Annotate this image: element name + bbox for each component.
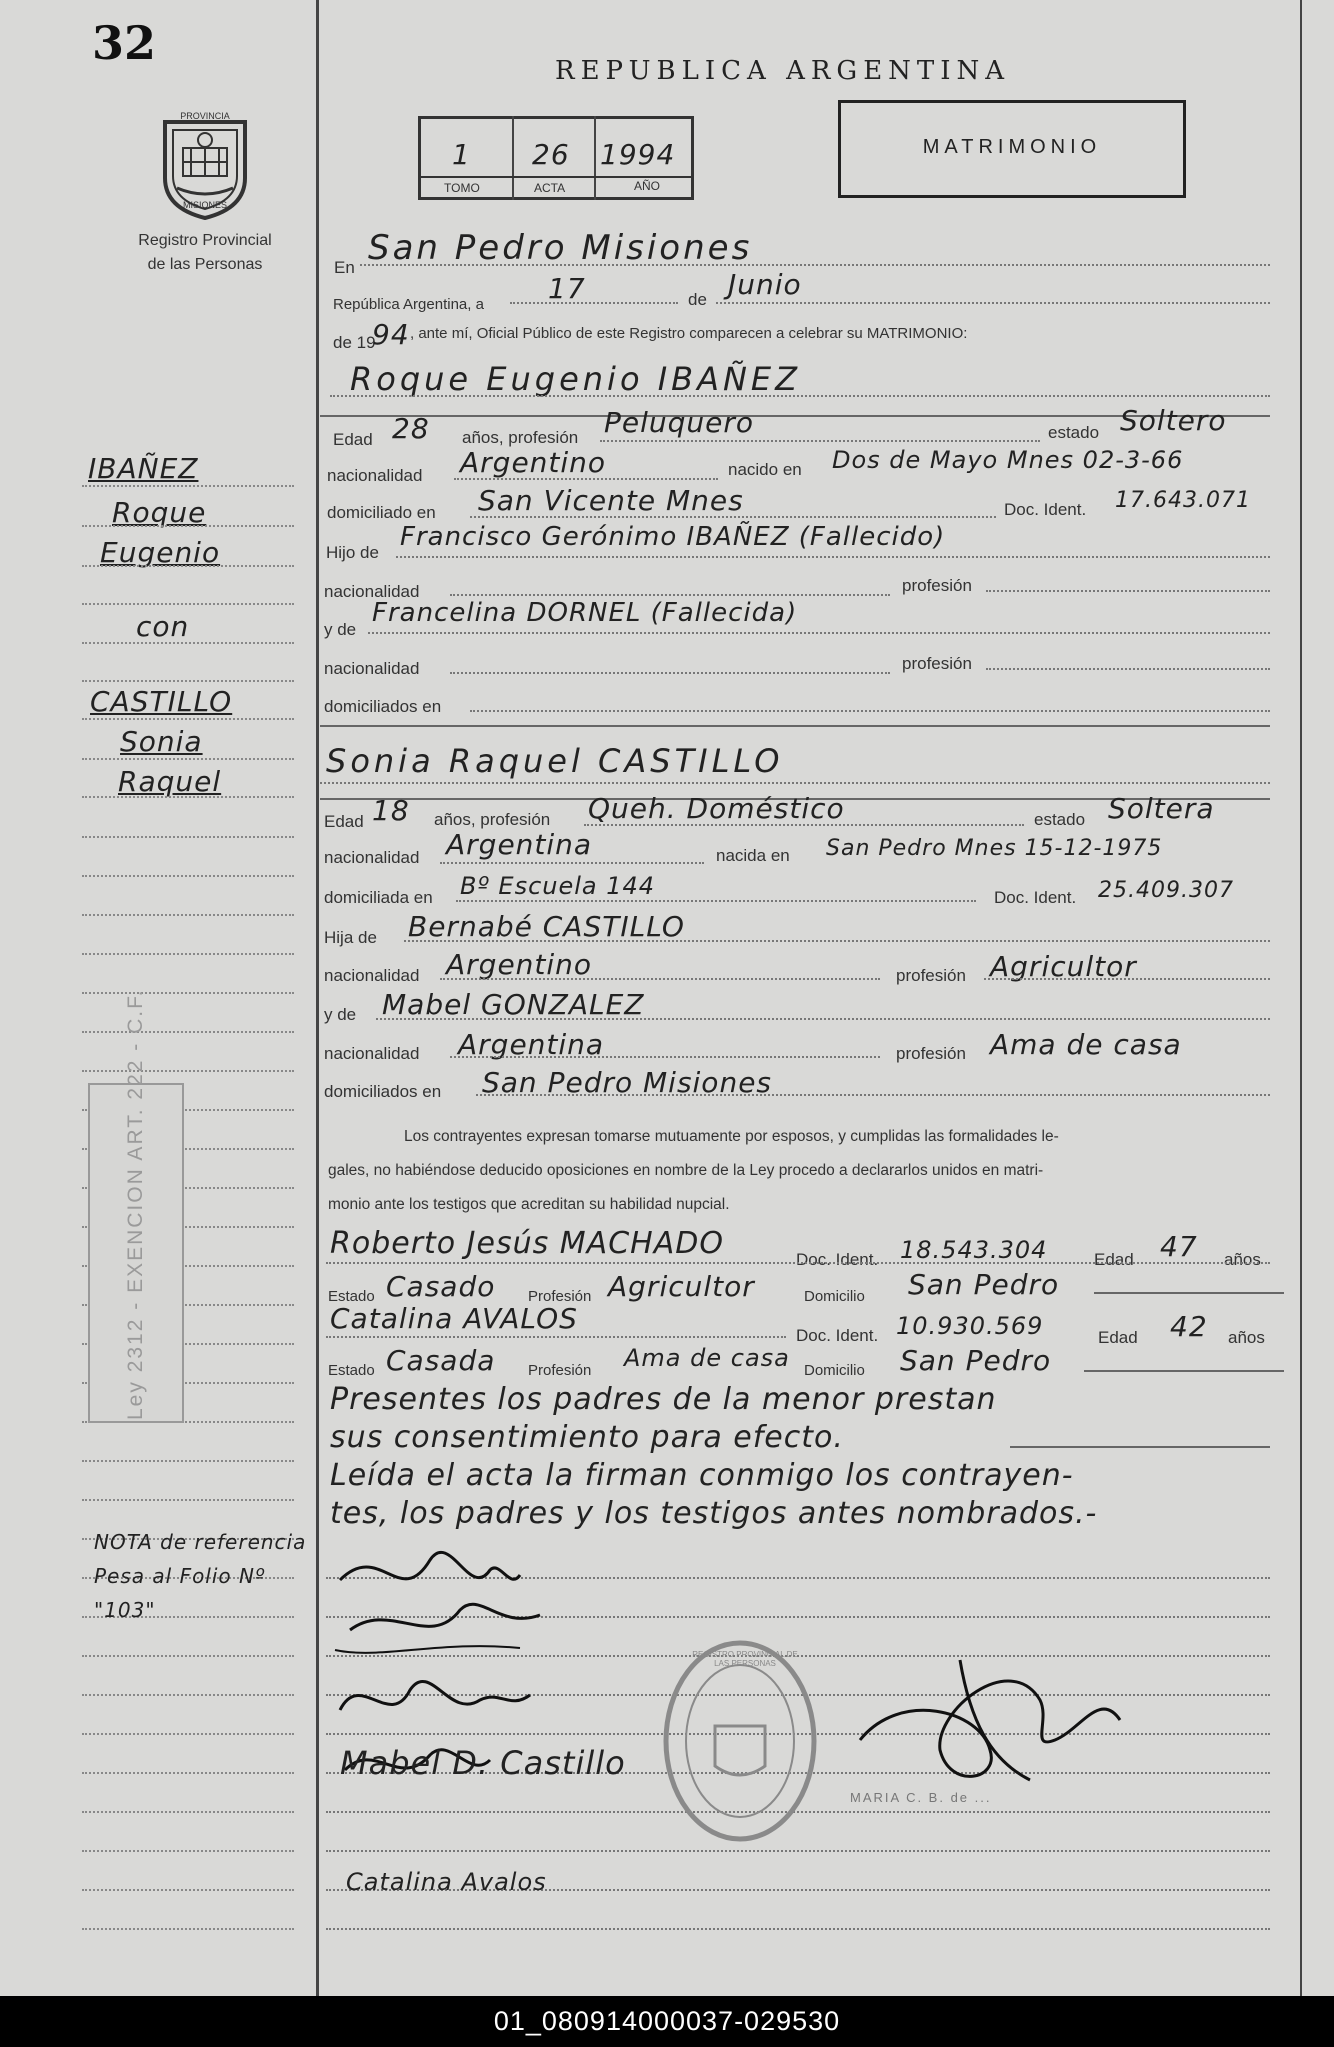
- margin-line: [82, 953, 294, 955]
- witness2-anos-label: años: [1228, 1328, 1265, 1347]
- margin-line: [82, 1889, 294, 1891]
- page-number: 32: [92, 16, 157, 70]
- witness1-name: Roberto Jesús MACHADO: [330, 1226, 724, 1261]
- bride-nat-label: nacionalidad: [324, 848, 420, 867]
- dotted-line: [470, 710, 1270, 712]
- registry-line-2: de las Personas: [147, 256, 263, 273]
- acta-label: ACTA: [534, 181, 566, 195]
- dotted-line: [476, 1094, 1270, 1096]
- section-line: [320, 725, 1270, 727]
- republic-label: República Argentina, a: [333, 296, 484, 313]
- margin-divider: [316, 0, 319, 1996]
- dotted-line: [326, 1928, 1270, 1930]
- groom-nacido-label: nacido en: [728, 460, 802, 479]
- bride-parents-dom-label: domiciliados en: [324, 1082, 442, 1101]
- margin-groom-name-2: Eugenio: [100, 536, 221, 569]
- witness2-status: Casada: [386, 1344, 496, 1377]
- witness2-name: Catalina AVALOS: [330, 1302, 578, 1335]
- place-value: San Pedro Misiones: [368, 228, 753, 268]
- groom-father-nat-label: nacionalidad: [324, 582, 420, 601]
- witness2-age: 42: [1170, 1310, 1208, 1343]
- signature-catalina: Catalina Avalos: [346, 1868, 547, 1896]
- dotted-line: [450, 1056, 880, 1058]
- day-value: 17: [548, 272, 586, 305]
- margin-line: [82, 1850, 294, 1852]
- bride-name: Sonia Raquel CASTILLO: [326, 742, 784, 780]
- witness1-profession: Agricultor: [608, 1270, 755, 1303]
- bride-domicile: Bº Escuela 144: [460, 872, 656, 900]
- margin-line: [82, 1655, 294, 1657]
- margin-groom-surname: IBAÑEZ: [88, 452, 199, 485]
- groom-name: Roque Eugenio IBAÑEZ: [350, 360, 802, 398]
- acta-value: 26: [532, 138, 570, 171]
- groom-father-prof-label: profesión: [902, 576, 972, 595]
- witness2-doc: 10.930.569: [896, 1312, 1044, 1340]
- witness1-doc-label: Doc. Ident.: [796, 1250, 879, 1269]
- dotted-line: [440, 978, 880, 980]
- de-label: de: [688, 290, 707, 309]
- intro-rest: , ante mí, Oficial Público de este Registro comparecen a celebrar su MATRIMONIO:: [410, 325, 968, 342]
- margin-line: [82, 1694, 294, 1696]
- declaration-line-1: Los contrayentes expresan tomarse mutuamente por esposos, y cumplidas las formalidades le-: [404, 1128, 1059, 1145]
- dotted-line: [360, 264, 1270, 266]
- bride-nacida-label: nacida en: [716, 846, 790, 865]
- witness2-prof-label: Profesión: [528, 1362, 592, 1379]
- groom-birth: Dos de Mayo Mnes 02-3-66: [832, 446, 1184, 474]
- official-stamp-text: REGISTRO PROVINCIAL DE LAS PERSONAS: [692, 1650, 798, 1668]
- matrimonio-label: MATRIMONIO: [922, 136, 1102, 158]
- dotted-line: [456, 900, 976, 902]
- bride-mother-nat-label: nacionalidad: [324, 1044, 420, 1063]
- bride-father-prof-label: profesión: [896, 966, 966, 985]
- tomo-value: 1: [452, 138, 471, 171]
- bride-age: 18: [372, 794, 410, 827]
- note-line-1: Presentes los padres de la menor prestan: [330, 1382, 997, 1417]
- witness2-profession: Ama de casa: [624, 1344, 790, 1372]
- groom-profession: Peluquero: [604, 406, 755, 439]
- margin-note-1: NOTA de referencia: [94, 1530, 307, 1554]
- ano-value: 1994: [600, 138, 676, 171]
- margin-note-3: "103": [94, 1598, 156, 1622]
- dotted-line: [320, 782, 1270, 784]
- year-suffix: 94: [372, 318, 410, 351]
- witness1-dom-label: Domicilio: [804, 1288, 865, 1305]
- dotted-line: [404, 940, 1270, 942]
- margin-note-2: Pesa al Folio Nº: [94, 1564, 266, 1588]
- solid-line: [1094, 1292, 1284, 1294]
- margin-con: con: [136, 610, 190, 643]
- dotted-line: [450, 594, 890, 596]
- margin-line: [82, 875, 294, 877]
- hijo-de-label: Hijo de: [326, 543, 379, 562]
- witness1-status: Casado: [386, 1270, 496, 1303]
- witness1-anos-label: años: [1224, 1250, 1261, 1269]
- bride-estado-label: estado: [1034, 810, 1086, 829]
- groom-nationality: Argentino: [460, 446, 607, 479]
- bride-nationality: Argentina: [446, 828, 593, 861]
- dotted-line: [326, 1336, 786, 1338]
- bride-father-nat: Argentino: [446, 948, 593, 981]
- seal-top-text: PROVINCIA: [180, 111, 230, 121]
- margin-line: [82, 1460, 294, 1462]
- bride-parents-dom: San Pedro Misiones: [482, 1066, 773, 1099]
- dotted-line: [470, 516, 996, 518]
- groom-edad-label: Edad: [333, 430, 373, 449]
- witness1-domicile: San Pedro: [908, 1268, 1060, 1301]
- margin-line: [82, 796, 294, 798]
- witness1-prof-label: Profesión: [528, 1288, 592, 1305]
- margin-line: [82, 1772, 294, 1774]
- groom-nat-label: nacionalidad: [327, 466, 423, 485]
- margin-line: [82, 758, 294, 760]
- groom-status: Soltero: [1120, 404, 1227, 437]
- groom-age: 28: [392, 412, 430, 445]
- hija-de-label: Hija de: [324, 928, 377, 947]
- dotted-line: [454, 478, 718, 480]
- year-prefix: de 19: [333, 333, 376, 352]
- bride-father: Bernabé CASTILLO: [408, 910, 685, 943]
- dotted-line: [440, 862, 704, 864]
- box-baseline: [418, 176, 694, 178]
- en-label: En: [334, 258, 355, 277]
- declaration-line-2: gales, no habiéndose deducido oposiciones en nombre de la Ley procedo a declararlos unidos en matri-: [328, 1162, 1044, 1179]
- margin-line: [82, 914, 294, 916]
- groom-anos-prof-label: años, profesión: [462, 428, 579, 447]
- margin-line: [82, 1733, 294, 1735]
- bride-mother-prof-label: profesión: [896, 1044, 966, 1063]
- dotted-line: [986, 668, 1270, 670]
- dotted-line: [986, 590, 1270, 592]
- witness1-estado-label: Estado: [328, 1288, 375, 1305]
- groom-mother: Francelina DORNEL (Fallecida): [372, 598, 798, 628]
- witness1-doc: 18.543.304: [900, 1236, 1048, 1264]
- bride-status: Soltera: [1108, 792, 1215, 825]
- dotted-line: [600, 440, 1040, 442]
- official-signature-icon: [840, 1630, 1140, 1810]
- bride-edad-label: Edad: [324, 812, 364, 831]
- witness2-edad-label: Edad: [1098, 1328, 1138, 1347]
- bride-profession: Queh. Doméstico: [588, 792, 845, 825]
- tomo-label: TOMO: [444, 181, 480, 195]
- bride-doc: 25.409.307: [1098, 878, 1234, 903]
- bride-anos-prof-label: años, profesión: [434, 810, 551, 829]
- country-title: REPUBLICA ARGENTINA: [555, 56, 1011, 86]
- footer-code: 01_080914000037-029530: [0, 1996, 1334, 2047]
- margin-line: [82, 1499, 294, 1501]
- exemption-stamp-text: Ley 2312 - EXENCION ART. 222 - C.F.: [124, 988, 147, 1420]
- witness2-doc-label: Doc. Ident.: [796, 1326, 879, 1345]
- box-divider-1: [512, 116, 514, 200]
- groom-mother-prof-label: profesión: [902, 654, 972, 673]
- ano-label: AÑO: [634, 179, 661, 193]
- declaration-line-3: monio ante los testigos que acreditan su habilidad nupcial.: [328, 1196, 730, 1213]
- dotted-line: [716, 302, 1270, 304]
- margin-line: [82, 485, 294, 487]
- margin-line: [82, 1811, 294, 1813]
- groom-domicile: San Vicente Mnes: [478, 484, 744, 517]
- witness2-estado-label: Estado: [328, 1362, 375, 1379]
- margin-line: [82, 603, 294, 605]
- margin-line: [82, 642, 294, 644]
- dotted-line: [326, 1262, 1270, 1264]
- official-stamp-name: MARIA C. B. de ...: [850, 1790, 992, 1805]
- registry-line-1: Registro Provincial: [138, 232, 272, 249]
- groom-parents-dom-label: domiciliados en: [324, 697, 442, 716]
- right-border: [1300, 0, 1302, 1996]
- note-line-2: sus consentimiento para efecto.: [330, 1420, 844, 1455]
- dotted-line: [984, 978, 1270, 980]
- solid-line: [1010, 1446, 1270, 1448]
- dotted-line: [326, 1850, 1270, 1852]
- margin-line: [82, 718, 294, 720]
- bride-father-nat-label: nacionalidad: [324, 966, 420, 985]
- groom-doc-label: Doc. Ident.: [1004, 500, 1087, 519]
- dotted-line: [376, 1018, 1270, 1020]
- dotted-line: [368, 632, 1270, 634]
- dotted-line: [450, 672, 890, 674]
- dotted-line: [330, 395, 1270, 397]
- groom-y-de-label: y de: [324, 620, 357, 639]
- dotted-line: [396, 556, 1270, 558]
- bride-birth: San Pedro Mnes 15-12-1975: [826, 836, 1163, 861]
- margin-line: [82, 992, 294, 994]
- dotted-line: [510, 302, 678, 304]
- bride-mother-prof: Ama de casa: [990, 1028, 1182, 1061]
- margin-line: [82, 565, 294, 567]
- groom-father: Francisco Gerónimo IBAÑEZ (Fallecido): [400, 522, 946, 552]
- groom-dom-label: domiciliado en: [327, 503, 436, 522]
- groom-estado-label: estado: [1048, 423, 1100, 442]
- bride-mother: Mabel GONZALEZ: [382, 988, 645, 1021]
- witness1-age: 47: [1160, 1230, 1198, 1263]
- dotted-line: [584, 824, 1024, 826]
- margin-line: [82, 525, 294, 527]
- bride-dom-label: domiciliada en: [324, 888, 433, 907]
- signature-mabel: Mabel D. Castillo: [340, 1744, 626, 1782]
- margin-groom-name-1: Roque: [112, 496, 207, 529]
- month-value: Junio: [728, 268, 802, 301]
- note-line-4: tes, los padres y los testigos antes nombrados.-: [330, 1496, 1098, 1531]
- bride-doc-label: Doc. Ident.: [994, 888, 1077, 907]
- groom-doc: 17.643.071: [1115, 488, 1251, 513]
- bride-mother-nat: Argentina: [458, 1028, 605, 1061]
- margin-bride-name-1: Sonia: [120, 725, 203, 758]
- bride-father-prof: Agricultor: [990, 950, 1137, 983]
- bride-y-de-label: y de: [324, 1005, 357, 1024]
- margin-line: [82, 1928, 294, 1930]
- solid-line: [1084, 1370, 1284, 1372]
- margin-line: [82, 680, 294, 682]
- witness2-domicile: San Pedro: [900, 1344, 1052, 1377]
- box-divider-2: [594, 116, 596, 200]
- margin-line: [82, 1070, 294, 1072]
- margin-bride-name-2: Raquel: [118, 765, 222, 798]
- witness1-edad-label: Edad: [1094, 1250, 1134, 1269]
- margin-line: [82, 836, 294, 838]
- seal-bottom-text: MISIONES: [182, 200, 227, 210]
- witness2-dom-label: Domicilio: [804, 1362, 865, 1379]
- note-line-3: Leída el acta la firman conmigo los contrayen-: [330, 1458, 1074, 1493]
- margin-bride-surname: CASTILLO: [90, 685, 233, 718]
- groom-mother-nat-label: nacionalidad: [324, 659, 420, 678]
- margin-line: [82, 1031, 294, 1033]
